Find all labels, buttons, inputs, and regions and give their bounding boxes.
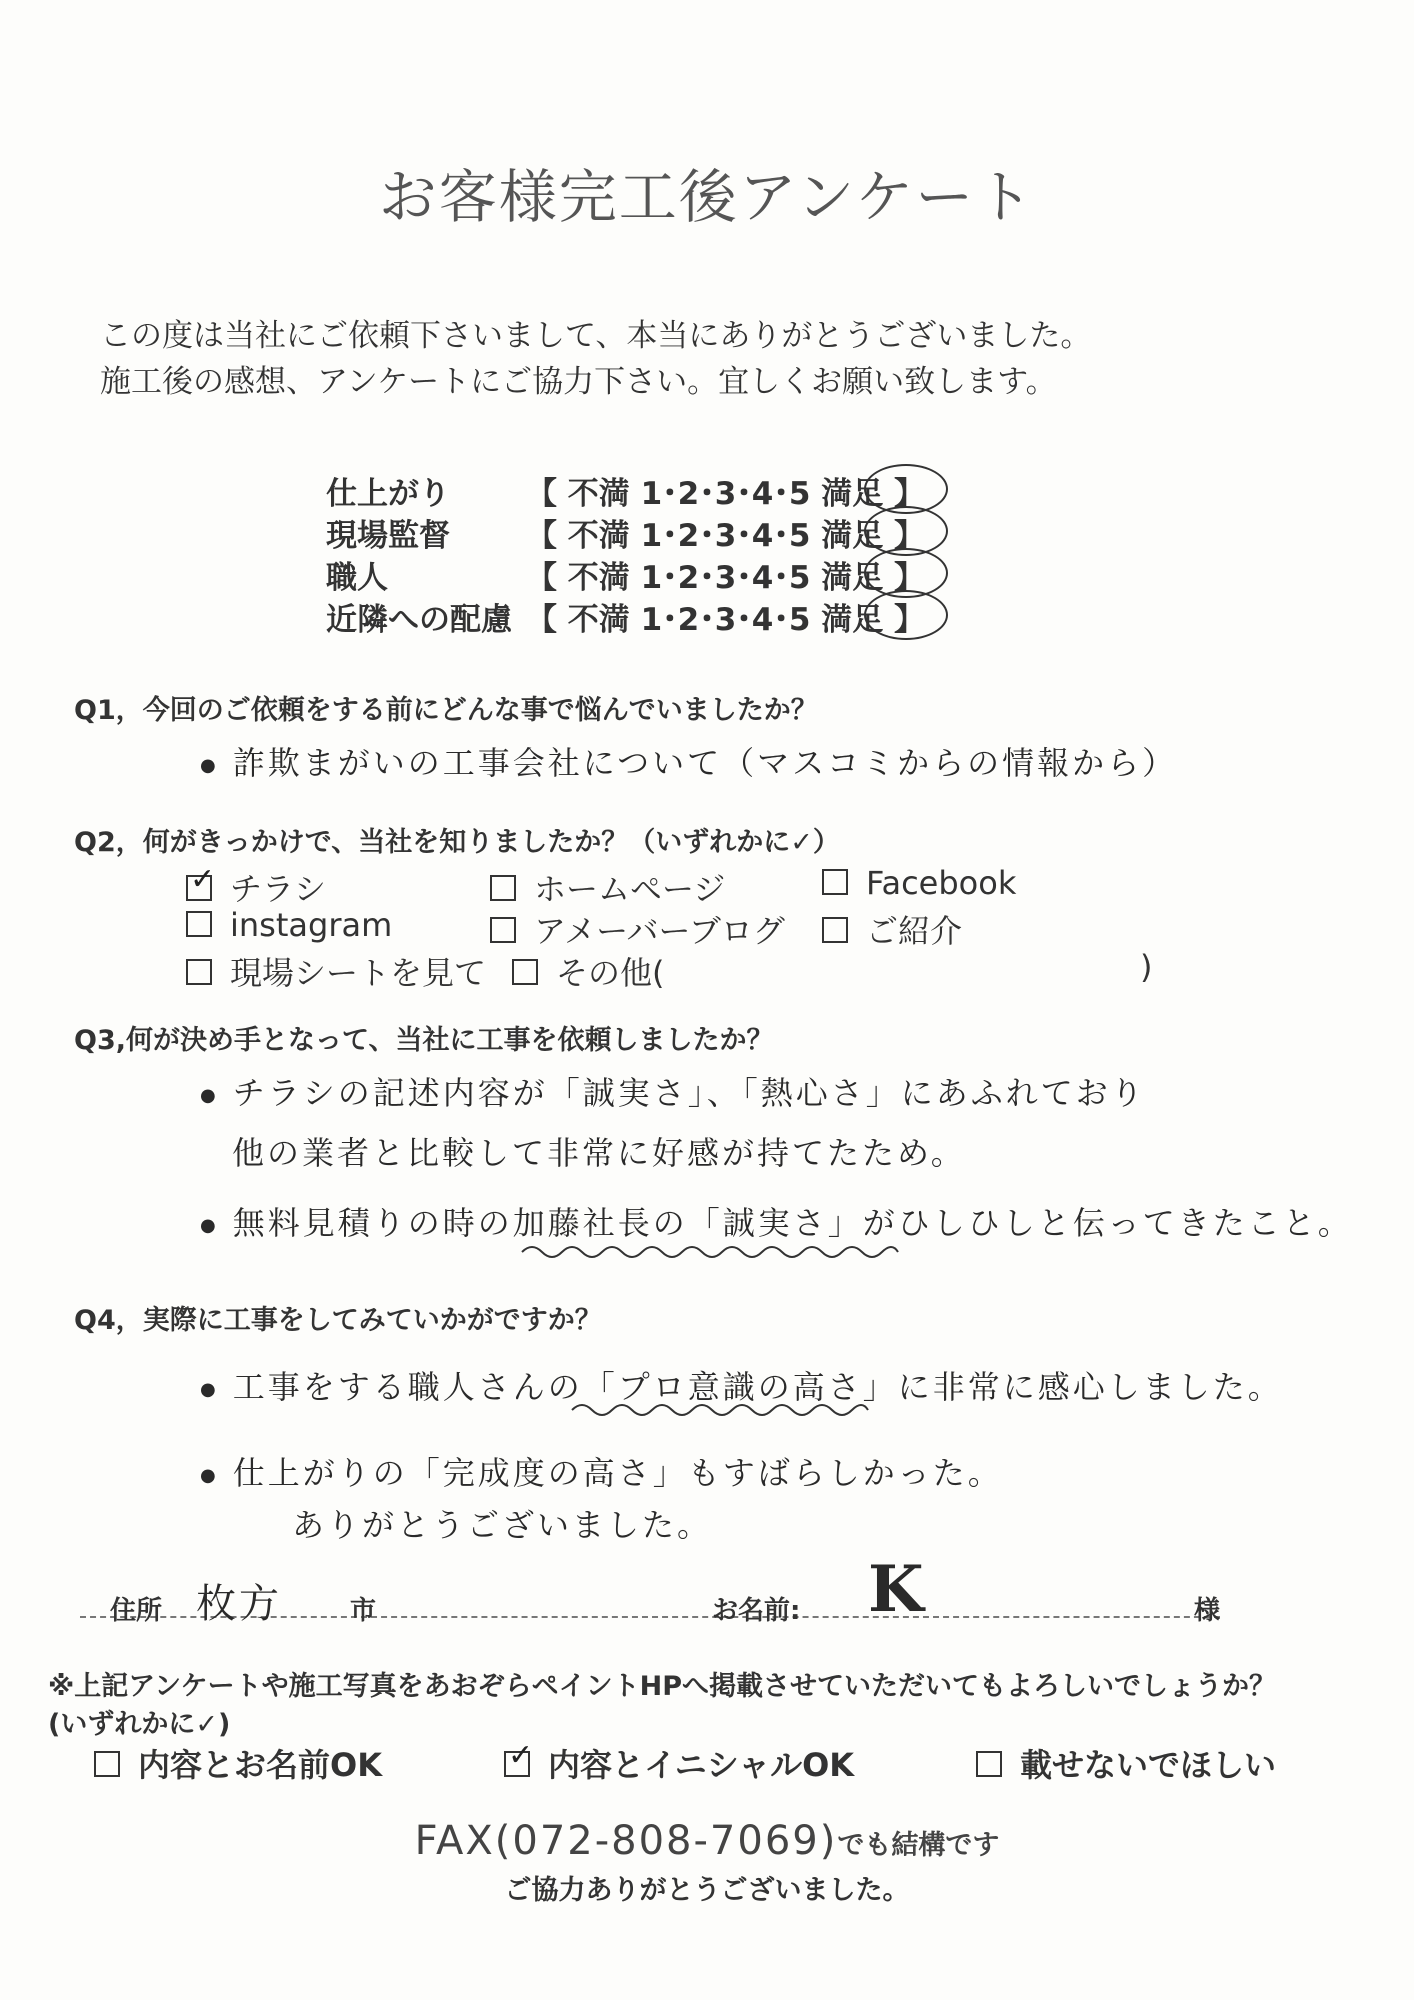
consent-label: 内容とお名前OK: [138, 1746, 383, 1784]
q4-question: Q4，実際に工事をしてみていかがですか？: [74, 1305, 602, 1336]
intro-line-2: 施工後の感想、アンケートにご協力下さい。宜しくお願い致します。: [100, 364, 1057, 400]
q1-answer-text: 詐欺まがいの工事会社について（マスコミからの情報から）: [232, 744, 1178, 782]
consent-option-no-publish[interactable]: [976, 1740, 1276, 1786]
fax-number: FAX(072-808-7069): [414, 1818, 838, 1864]
address-value: 枚方: [196, 1581, 282, 1627]
selected-circle: [864, 590, 948, 640]
q1-question: Q1，今回のご依頼をする前にどんな事で悩んでいましたか？: [74, 695, 818, 726]
address-label: 住所: [110, 1596, 163, 1626]
option-facebook[interactable]: [822, 864, 1016, 902]
q3-answer-line-1: ● チラシの記述内容が「誠実さ」、「熱心さ」にあふれており: [200, 1074, 1146, 1112]
q3-answer-text: 無料見積りの時の加藤社長の「誠実さ」がひしひしと伝ってきたこと。: [232, 1204, 1353, 1242]
wavy-underline: [520, 1240, 900, 1264]
checkbox[interactable]: [822, 917, 848, 943]
fax-suffix: でも結構です: [837, 1830, 1000, 1861]
publish-consent-instruction: (いずれかに✓): [48, 1709, 231, 1740]
q3-answer-line-2: 他の業者と比較して非常に好感が持てたため。: [232, 1134, 966, 1172]
consent-option-name-ok[interactable]: [94, 1740, 382, 1786]
checkbox[interactable]: [94, 1751, 120, 1777]
rating-category: 仕上がり: [326, 476, 450, 512]
option-label: ご紹介: [866, 912, 963, 950]
check-mark-icon: ✓: [508, 1738, 534, 1773]
wavy-underline: [570, 1398, 870, 1422]
city-label: 市: [350, 1596, 377, 1626]
option-label: Facebook: [866, 864, 1017, 902]
option-site-sheet[interactable]: [186, 948, 486, 994]
option-instagram[interactable]: [186, 906, 392, 944]
option-label: instagram: [230, 906, 393, 944]
option-referral[interactable]: [822, 906, 962, 952]
checkbox[interactable]: [822, 869, 848, 895]
honorific: 様: [1194, 1596, 1221, 1626]
q2-question: Q2，何がきっかけで、当社を知りましたか？（いずれかに✓）: [74, 827, 840, 858]
checkbox[interactable]: [186, 911, 212, 937]
option-label: ホームページ: [534, 870, 726, 908]
rating-scale: 【 不満 1･2･3･4･5 満足 】: [526, 602, 926, 638]
page-title: お客様完工後アンケート: [378, 163, 1036, 231]
q1-answer: ● 詐欺まがいの工事会社について（マスコミからの情報から）: [200, 744, 1178, 782]
rating-category: 職人: [326, 560, 388, 596]
option-other[interactable]: [512, 948, 665, 994]
other-close-paren: ): [1140, 948, 1153, 986]
checkbox-checked[interactable]: [186, 862, 216, 901]
checkbox-checked[interactable]: [504, 1738, 534, 1777]
option-label: アメーバーブログ: [534, 912, 785, 950]
q3-answer-text: チラシの記述内容が「誠実さ」、「熱心さ」にあふれており: [232, 1074, 1146, 1112]
q4-answer-line-3: ありがとうございました。: [292, 1506, 713, 1544]
option-label: その他(: [556, 954, 665, 992]
option-ameba-blog[interactable]: [490, 906, 785, 952]
checkbox[interactable]: [490, 917, 516, 943]
rating-category: 現場監督: [326, 518, 450, 554]
q4-answer-text: 工事をする職人さんの「プロ意識の高さ」に非常に感心しました。: [232, 1368, 1283, 1406]
check-mark-icon: ✓: [190, 862, 216, 897]
option-label: 現場シートを見て: [230, 954, 487, 992]
rating-category: 近隣への配慮: [326, 602, 512, 638]
q3-question: Q3,何が決め手となって、当社に工事を依頼しましたか？: [74, 1025, 774, 1056]
consent-label: 内容とイニシャルOK: [548, 1746, 855, 1784]
name-value: K: [868, 1552, 927, 1627]
rating-scale: 【 不満 1･2･3･4･5 満足 】: [526, 476, 926, 512]
rating-scale: 【 不満 1･2･3･4･5 満足 】: [526, 518, 926, 554]
option-label: チラシ: [230, 870, 327, 908]
consent-option-initial-ok[interactable]: [504, 1740, 854, 1786]
closing-thanks: ご協力ありがとうございました。: [504, 1875, 910, 1906]
publish-consent-question: ※上記アンケートや施工写真をあおぞらペイントHPへ掲載させていただいてもよろしいでしょうか？: [48, 1671, 1277, 1702]
fax-line: [0, 1818, 1414, 1864]
rating-scale: 【 不満 1･2･3･4･5 満足 】: [526, 560, 926, 596]
checkbox[interactable]: [490, 875, 516, 901]
option-flyer[interactable]: [186, 864, 326, 910]
option-homepage[interactable]: [490, 864, 725, 910]
consent-label: 載せないでほしい: [1020, 1746, 1277, 1784]
checkbox[interactable]: [976, 1751, 1002, 1777]
name-label: お名前:: [712, 1596, 801, 1626]
checkbox[interactable]: [186, 959, 212, 985]
intro-line-1: この度は当社にご依頼下さいまして、本当にありがとうございました。: [100, 318, 1092, 354]
checkbox[interactable]: [512, 959, 538, 985]
q4-answer-text: 仕上がりの「完成度の高さ」もすばらしかった。: [232, 1454, 1003, 1492]
q4-answer-line-2: ● 仕上がりの「完成度の高さ」もすばらしかった。: [200, 1454, 1003, 1492]
q3-answer-line-3: ● 無料見積りの時の加藤社長の「誠実さ」がひしひしと伝ってきたこと。: [200, 1204, 1353, 1242]
q4-answer-line-1: ● 工事をする職人さんの「プロ意識の高さ」に非常に感心しました。: [200, 1368, 1283, 1406]
